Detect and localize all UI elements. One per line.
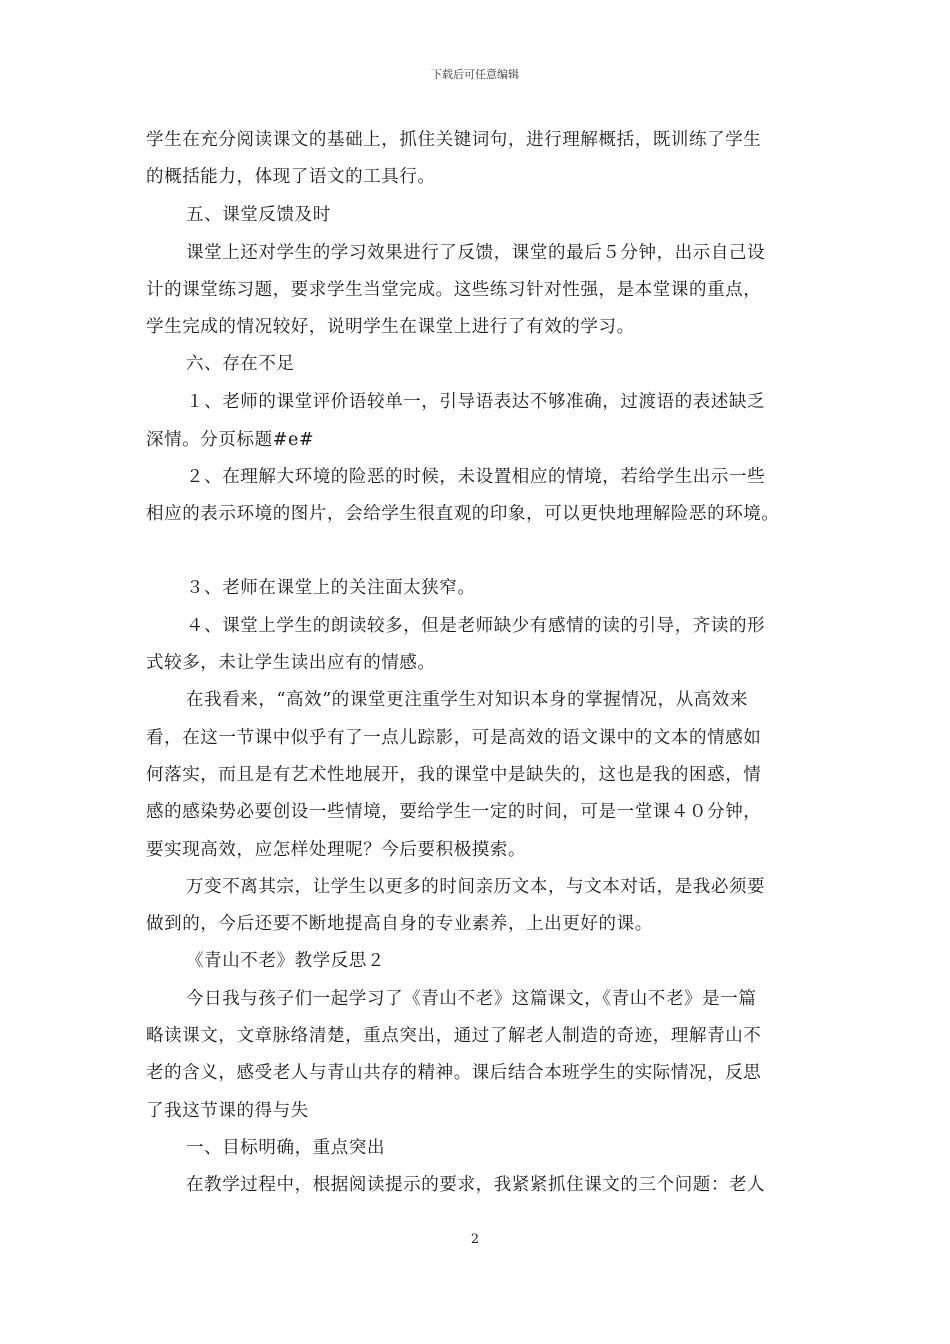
body-line: 相应的表示环境的图片，会给学生很直观的印象，可以更快地理解险恶的环境。 (146, 504, 780, 524)
body-line: 略读课文，文章脉络清楚，重点突出，通过了解老人制造的奇迹，理解青山不 (146, 1026, 762, 1046)
body-line: 老的含义，感受老人与青山共存的精神。课后结合本班学生的实际情况，反思 (146, 1063, 762, 1083)
section-heading: 《青山不老》教学反思２ (186, 951, 386, 971)
section-heading: 六、存在不足 (186, 354, 295, 374)
body-line: 计的课堂练习题，要求学生当堂完成。这些练习针对性强，是本堂课的重点， (146, 280, 762, 300)
section-heading: 五、课堂反馈及时 (186, 205, 331, 225)
body-line: ４、课堂上学生的朗读较多，但是老师缺少有感情的读的引导，齐读的形 (186, 616, 766, 636)
page-header: 下载后可任意编辑 (431, 68, 519, 81)
body-line: １、老师的课堂评价语较单一，引导语表达不够准确，过渡语的表述缺乏 (186, 392, 766, 412)
body-line: 深情。分页标题#e# (146, 430, 315, 450)
body-line: 万变不离其宗，让学生以更多的时间亲历文本，与文本对话，是我必须要 (186, 877, 766, 897)
body-line: 在教学过程中，根据阅读提示的要求，我紧紧抓住课文的三个问题：老人 (186, 1175, 766, 1195)
body-line: 式较多，未让学生读出应有的情感。 (146, 653, 436, 673)
body-line: 学生完成的情况较好，说明学生在课堂上进行了有效的学习。 (146, 317, 635, 337)
body-line: 要实现高效，应怎样处理呢？今后要积极摸索。 (146, 840, 527, 860)
body-line: 看，在这一节课中似乎有了一点儿踪影，可是高效的语文课中的文本的情感如 (146, 728, 762, 748)
body-line: 的概括能力，体现了语文的工具行。 (146, 167, 436, 187)
body-line: 今日我与孩子们一起学习了《青山不老》这篇课文，《青山不老》是一篇 (186, 989, 757, 1009)
body-line: 在我看来，“高效”的课堂更注重学生对知识本身的掌握情况，从高效来 (186, 690, 749, 710)
section-heading: 一、目标明确，重点突出 (186, 1138, 386, 1158)
body-line: 何落实，而且是有艺术性地展开，我的课堂中是缺失的，这也是我的困惑，情 (146, 765, 762, 785)
body-line: 了我这节课的得与失 (146, 1101, 309, 1121)
body-line: ２、在理解大环境的险恶的时候，未设置相应的情境，若给学生出示一些 (186, 467, 766, 487)
body-line: 感的感染势必要创设一些情境，要给学生一定的时间，可是一堂课４０分钟， (146, 802, 762, 822)
page-number: 2 (470, 1232, 480, 1247)
body-line: 课堂上还对学生的学习效果进行了反馈，课堂的最后５分钟，出示自己设 (186, 243, 766, 263)
body-line: 学生在充分阅读课文的基础上，抓住关键词句，进行理解概括，既训练了学生 (146, 130, 762, 150)
body-line: 做到的，今后还要不断地提高自身的专业素养，上出更好的课。 (146, 914, 653, 934)
body-line: ３、老师在课堂上的关注面太狭窄。 (186, 578, 476, 598)
